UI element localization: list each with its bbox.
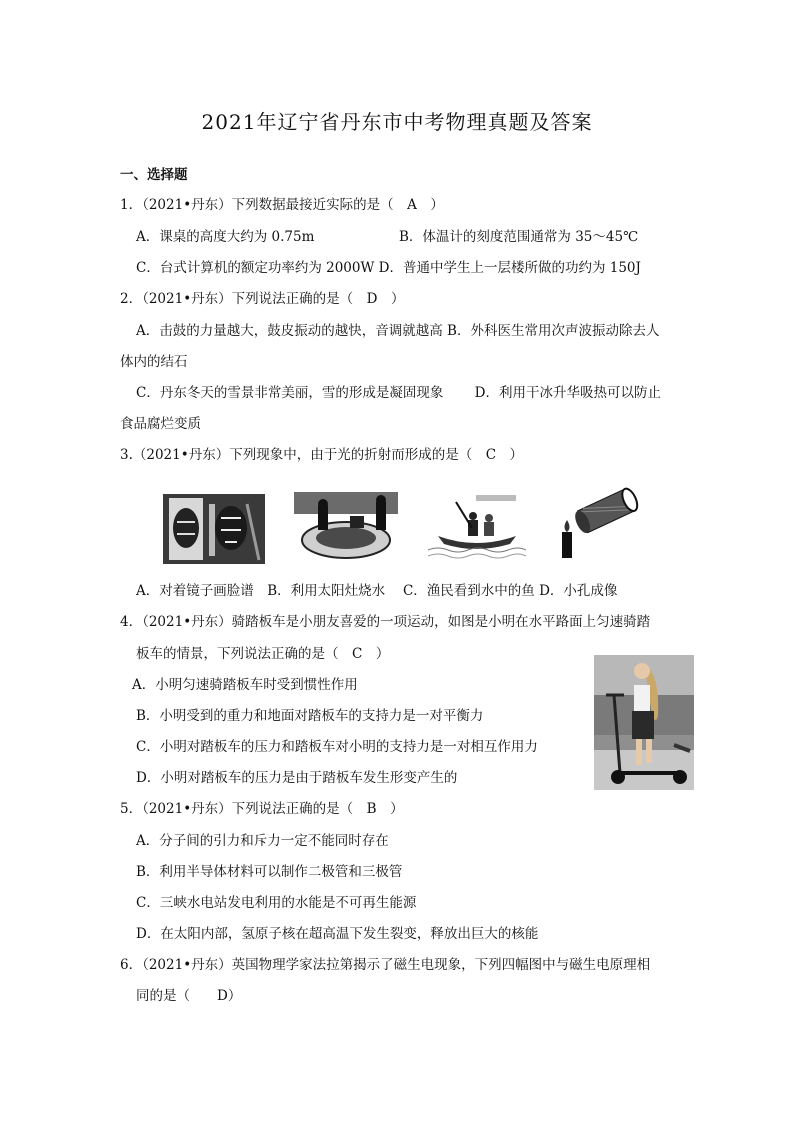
q5-option-d: D．在太阳内部，氢原子核在超高温下发生裂变，释放出巨大的核能 <box>136 926 539 942</box>
mirror-face-painting-image <box>163 494 265 564</box>
q2-option-ab-cont: 体内的结石 <box>120 354 188 370</box>
q1-option-b: B．体温计的刻度范围通常为 35～45℃ <box>399 229 639 245</box>
q5-option-c: C．三峡水电站发电利用的水能是不可再生能源 <box>136 895 417 911</box>
pinhole-camera-image <box>556 480 648 564</box>
q2-option-ab: A．击鼓的力量越大，鼓皮振动的越快，音调就越高 B．外科医生常用次声波振动除去人 <box>136 323 660 339</box>
q4-stem-cont: 板车的情景，下列说法正确的是（ C ） <box>136 646 390 662</box>
q4-stem: 4．（2021•丹东）骑踏板车是小朋友喜爱的一项运动，如图是小明在水平路面上匀速骑踏 <box>120 614 651 630</box>
q1-option-a: A．课桌的高度大约为 0.75m <box>136 229 315 245</box>
q6-stem: 6．（2021•丹东）英国物理学家法拉第揭示了磁生电现象，下列四幅图中与磁生电原理相 <box>120 957 651 973</box>
q4-option-a: A．小明匀速骑踏板车时受到惯性作用 <box>132 677 358 693</box>
q5-option-b: B．利用半导体材料可以制作二极管和三极管 <box>136 864 403 880</box>
q2-option-cd-cont: 食品腐烂变质 <box>120 416 201 432</box>
q3-options: A．对着镜子画脸谱 B．利用太阳灶烧水 C．渔民看到水中的鱼 D．小孔成像 <box>136 583 618 599</box>
scooter-girl-photo <box>594 655 694 790</box>
q5-option-a: A．分子间的引力和斥力一定不能同时存在 <box>136 833 389 849</box>
q2-stem: 2．（2021•丹东）下列说法正确的是（ D ） <box>120 291 405 307</box>
q4-option-c: C．小明对踏板车的压力和踏板车对小明的支持力是一对相互作用力 <box>136 739 538 755</box>
fisherman-boat-image <box>428 494 526 560</box>
q6-stem-cont: 同的是（ D） <box>136 988 242 1004</box>
q1-stem: 1．（2021•丹东）下列数据最接近实际的是（ A ） <box>120 197 444 213</box>
section-heading: 一、选择题 <box>120 167 188 183</box>
q3-stem: 3.（2021•丹东）下列现象中，由于光的折射而形成的是（ C ） <box>120 447 524 463</box>
q4-option-b: B．小明受到的重力和地面对踏板车的支持力是一对平衡力 <box>136 708 484 724</box>
page-title: 2021年辽宁省丹东市中考物理真题及答案 <box>201 110 593 134</box>
q5-stem: 5．（2021•丹东）下列说法正确的是（ B ） <box>120 801 404 817</box>
q2-option-cd: C．丹东冬天的雪景非常美丽，雪的形成是凝固现象 D．利用干冰升华吸热可以防止 <box>136 385 661 401</box>
q1-option-cd: C．台式计算机的额定功率约为 2000W D．普通中学生上一层楼所做的功约为 150J <box>136 260 641 276</box>
solar-cooker-image <box>294 492 398 564</box>
q4-option-d: D．小明对踏板车的压力是由于踏板车发生形变产生的 <box>136 770 458 786</box>
